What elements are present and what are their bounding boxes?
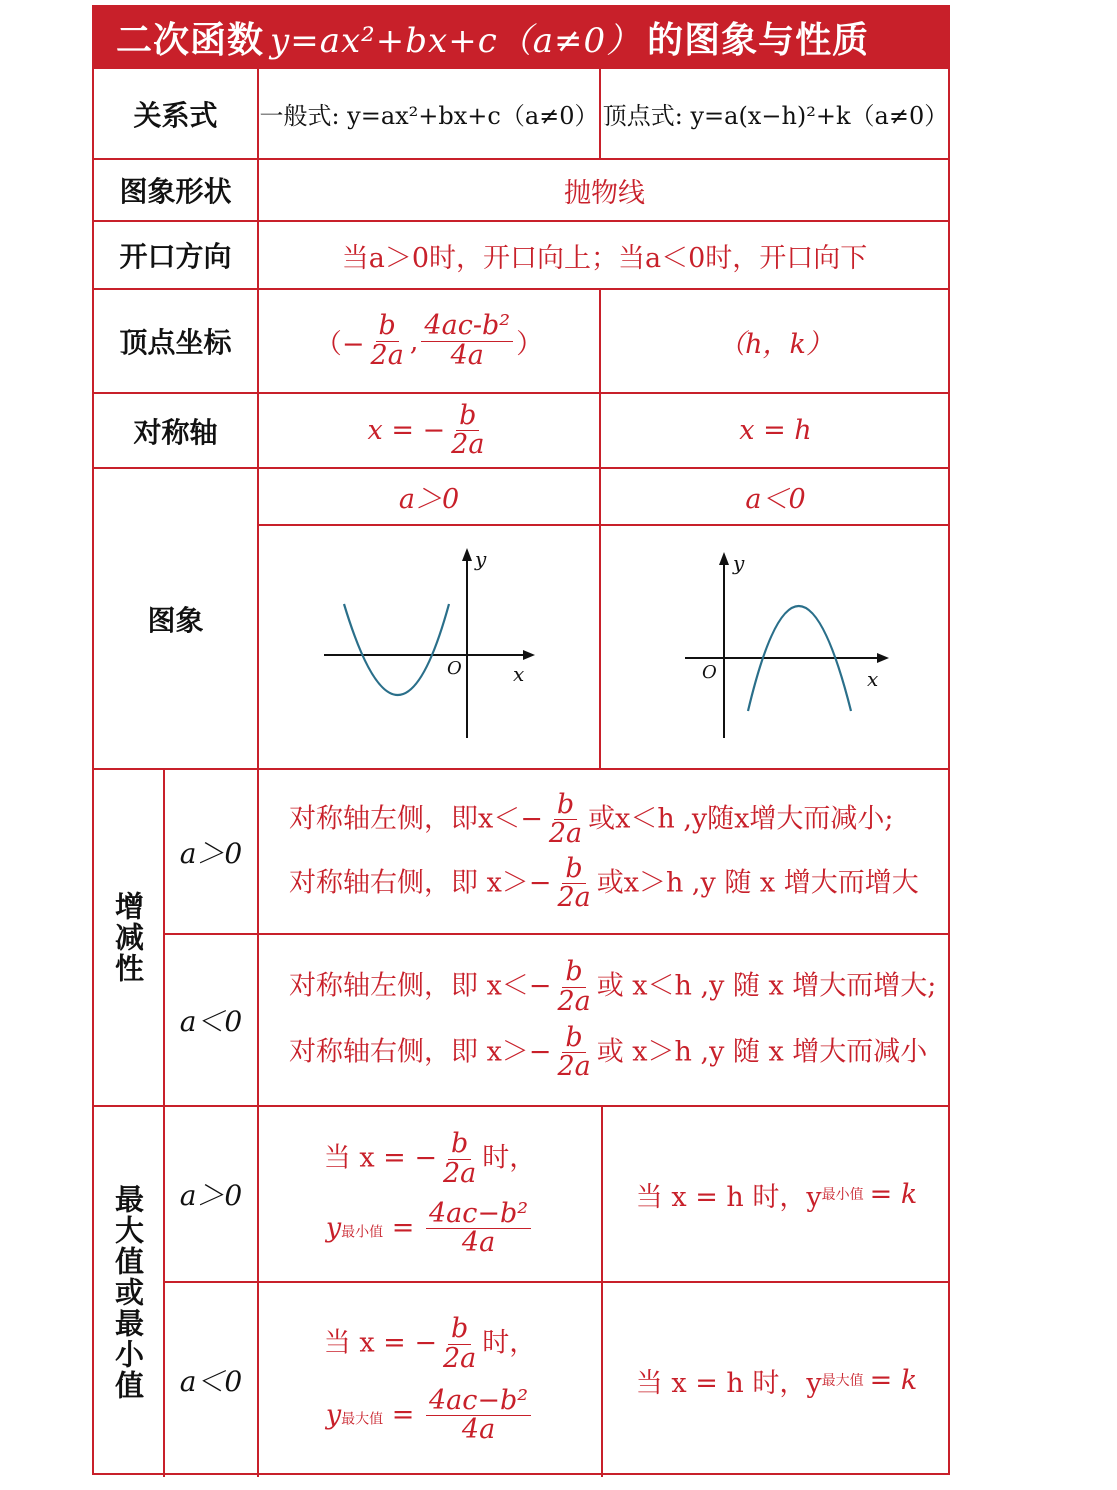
fraction-numerator: b (562, 1024, 585, 1053)
text-segment: 或x＞h ,y 随 x 增大而增大 (596, 866, 919, 898)
extreme-pos-right (603, 1107, 950, 1281)
fraction (546, 788, 585, 850)
fraction-denominator: 2a (557, 1051, 591, 1083)
fraction (554, 852, 593, 913)
label-monotonic-cell (94, 770, 163, 1105)
fraction-denominator: 2a (442, 1157, 477, 1189)
fraction (554, 958, 593, 1016)
monotonic-neg-text (259, 935, 950, 1105)
extreme-pos-left (259, 1107, 601, 1281)
extreme-pos-value (326, 1200, 534, 1258)
text-segment: 当 x = − (323, 1327, 437, 1359)
fraction (448, 399, 487, 460)
parabola-up-plot (259, 526, 599, 768)
x-axis-arrow (523, 650, 535, 660)
fraction-numerator: b (554, 791, 577, 820)
extreme-neg-value (326, 1387, 534, 1445)
fraction-numerator: b (448, 1315, 471, 1344)
text-segment: 对称轴右侧，即 x＞− (289, 866, 552, 898)
label-vertex: 顶点坐标 (119, 326, 232, 359)
text-segment: 或x＜h ,y随x增大而减小; (588, 803, 894, 835)
fraction-denominator: 2a (370, 339, 404, 371)
fraction-denominator: 2a (442, 1342, 477, 1374)
fraction-denominator: 4a (461, 1227, 496, 1259)
y-axis-arrow (719, 552, 729, 565)
text-segment: = k (869, 1364, 918, 1396)
y-axis-arrow (462, 548, 472, 561)
label-extreme: 最大值或最小值 (111, 1183, 145, 1401)
extreme-pos-when (324, 1130, 537, 1188)
parabola-up (344, 604, 449, 695)
monotonic-neg-line-1 (289, 958, 936, 1016)
text-segment: = k (869, 1178, 918, 1210)
cond-extreme-pos: a＞0 (179, 1179, 243, 1212)
fraction (440, 1315, 479, 1373)
fraction-numerator: b (376, 312, 399, 341)
vertex-form: 顶点式: y=a(x−h)²+k（a≠0） (602, 102, 949, 130)
graph-right-header: a＜0 (745, 484, 806, 515)
property-table (92, 5, 950, 1475)
label-extreme-cell (94, 1107, 163, 1477)
fraction-numerator: b (456, 402, 479, 431)
graph-left-header: a＞0 (398, 484, 460, 515)
fraction-numerator: b (562, 855, 585, 884)
fraction (426, 1200, 531, 1258)
fraction (440, 1130, 479, 1188)
y-label: y (475, 547, 487, 571)
text-segment: 当 x = h 时，y (635, 1367, 822, 1399)
vertex-open-paren: （− (314, 328, 365, 360)
shape-value: 抛物线 (564, 177, 645, 209)
origin-label: O (447, 658, 462, 679)
fraction-denominator: 2a (548, 818, 583, 850)
cond-extreme-neg: a＜0 (179, 1365, 243, 1398)
general-form: 一般式: y=ax²+bx+c（a≠0） (259, 102, 599, 130)
title-formula: y=ax²+bx+c（a≠0） (270, 20, 642, 61)
equals: = (391, 1212, 415, 1244)
fraction-denominator: 2a (557, 881, 591, 913)
x-label: x (867, 667, 879, 691)
subscript: 最大值 (341, 1411, 384, 1428)
text-segment: 时， (482, 1142, 537, 1174)
label-monotonic: 增减性 (111, 891, 145, 984)
monotonic-neg-line-2 (289, 1024, 927, 1082)
label-relation: 关系式 (133, 98, 218, 132)
origin-label: O (702, 662, 717, 683)
title-prefix: 二次函数 (116, 18, 265, 61)
x-axis-arrow (877, 653, 889, 663)
extreme-neg-when (324, 1315, 537, 1373)
fraction-numerator: b (448, 1130, 471, 1159)
table-title (94, 7, 948, 67)
monotonic-pos-line-1 (289, 788, 894, 850)
text-segment: 对称轴右侧，即 x＞− (289, 1036, 552, 1068)
extreme-neg-right (603, 1283, 950, 1477)
text-segment: 当 x = − (323, 1142, 437, 1174)
subscript: 最小值 (341, 1224, 384, 1241)
text-segment: 或 x＞h ,y 随 x 增大而减小 (596, 1036, 928, 1068)
vertex-close-paren: ） (516, 328, 544, 360)
cond-monotonic-pos: a＞0 (179, 836, 243, 870)
y-symbol: y (325, 1212, 342, 1244)
title-suffix: 的图象与性质 (647, 18, 870, 61)
equals: = (391, 1399, 415, 1431)
fraction-denominator: 4a (450, 339, 484, 371)
subscript: 最大值 (821, 1373, 864, 1389)
fraction-numerator: b (562, 958, 585, 987)
fraction (426, 1387, 531, 1445)
subscript: 最小值 (821, 1187, 864, 1203)
y-label: y (733, 551, 745, 575)
graph-downward (601, 526, 950, 768)
fraction-numerator: 4ac−b² (426, 1200, 531, 1229)
label-graph: 图象 (147, 603, 204, 637)
direction-value: 当a＞0时，开口向上；当a＜0时，开口向下 (341, 242, 868, 274)
fraction (368, 312, 407, 370)
text-segment: 当 x = h 时，y (635, 1181, 822, 1213)
axis-vertex: x = h (739, 415, 812, 446)
label-shape: 图象形状 (119, 175, 232, 208)
vertex-hk: （h，k） (718, 328, 833, 360)
axis-prefix: x = − (367, 415, 446, 446)
monotonic-pos-line-2 (289, 852, 919, 913)
parabola-down-plot (601, 526, 950, 768)
fraction (421, 312, 513, 370)
vertex-general (259, 290, 599, 392)
fraction-denominator: 4a (461, 1414, 496, 1446)
fraction-numerator: 4ac−b² (426, 1387, 531, 1416)
vertex-separator: , (409, 325, 419, 357)
text-segment: 对称轴左侧，即 x＜− (289, 970, 552, 1002)
y-symbol: y (325, 1399, 342, 1431)
label-axis: 对称轴 (133, 415, 218, 449)
axis-general (259, 394, 599, 467)
monotonic-pos-text (259, 770, 950, 933)
text-segment: 或 x＜h ,y 随 x 增大而增大; (596, 970, 937, 1002)
cond-monotonic-neg: a＜0 (179, 1005, 243, 1038)
fraction-denominator: 2a (557, 985, 591, 1017)
label-direction: 开口方向 (119, 240, 232, 273)
fraction-denominator: 2a (451, 429, 485, 460)
text-segment: 对称轴左侧，即x＜− (289, 803, 543, 835)
fraction (554, 1024, 593, 1082)
text-segment: 时， (482, 1327, 537, 1359)
x-label: x (513, 662, 525, 686)
graph-upward (259, 526, 599, 768)
extreme-neg-left (259, 1283, 601, 1477)
fraction-numerator: 4ac-b² (421, 312, 513, 341)
